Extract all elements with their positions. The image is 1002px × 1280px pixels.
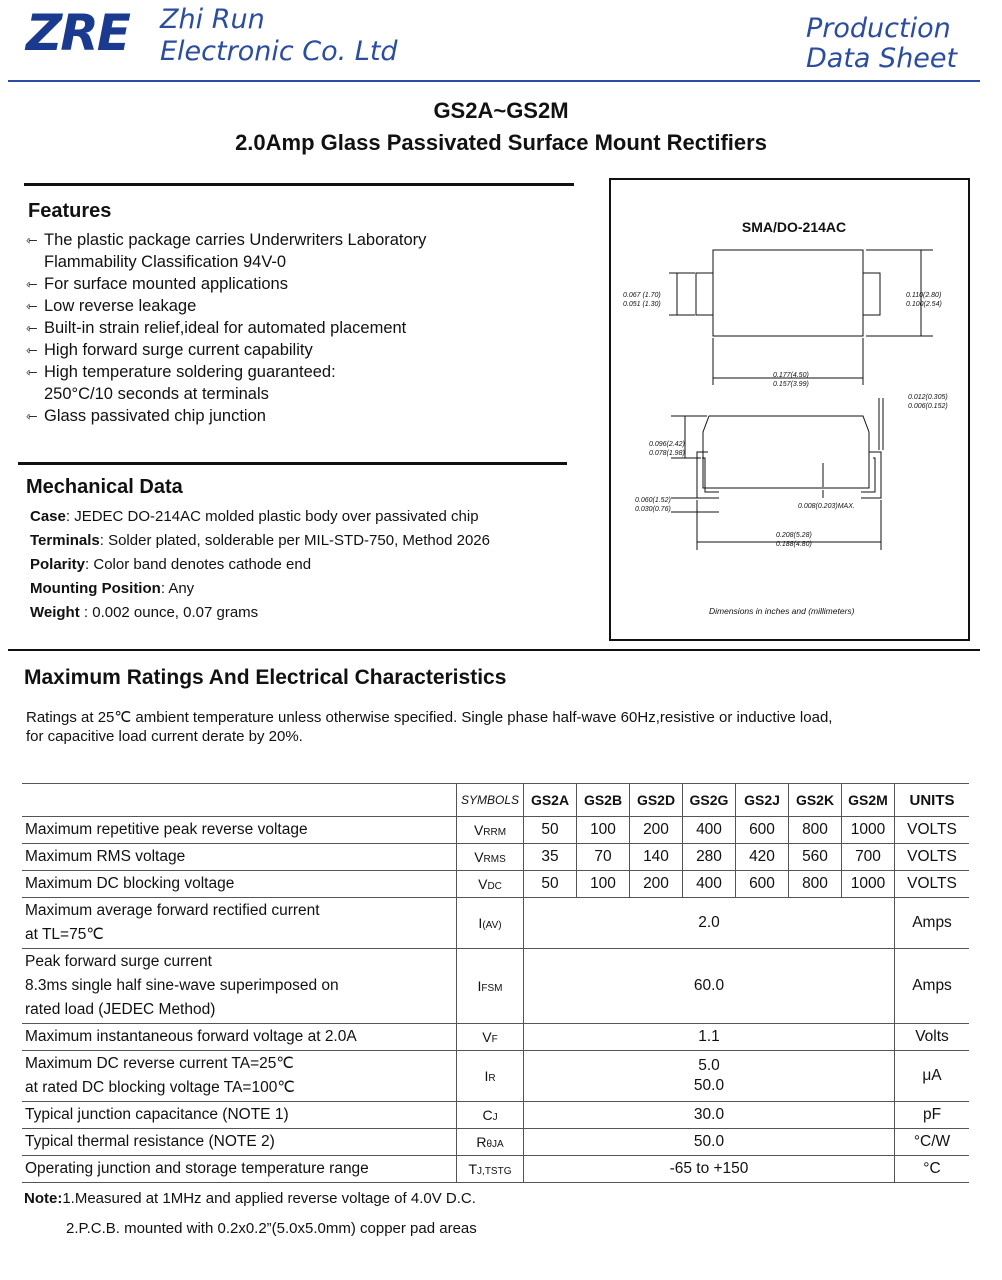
mechanical-row-label: Polarity	[30, 556, 86, 573]
row-symbol-sub: RRM	[483, 827, 507, 838]
row-value: 100	[577, 817, 630, 844]
header-part-gs2a: GS2A	[524, 784, 577, 817]
mechanical-row	[30, 602, 590, 626]
mechanical-row-sep: :	[85, 556, 90, 573]
bullet-arrow-icon: ⇽	[26, 320, 38, 336]
row-unit: °C/W	[895, 1129, 970, 1156]
feature-item	[26, 229, 586, 273]
feature-item-text: The plastic package carries Underwriters Laboratory	[44, 231, 427, 249]
bullet-arrow-icon: ⇽	[26, 298, 38, 314]
mechanical-row-text: Solder plated, solderable per MIL-STD-750, Method 2026	[103, 532, 490, 549]
row-symbol-main: I	[478, 915, 483, 931]
bullet-arrow-icon: ⇽	[26, 342, 38, 358]
table-row	[22, 1129, 969, 1156]
row-description	[22, 1129, 457, 1156]
package-name: SMA/DO-214AC	[741, 219, 847, 235]
lead-right-top-view	[863, 273, 880, 315]
feature-item-text: Glass passivated chip junction	[44, 407, 266, 425]
row-unit: VOLTS	[895, 871, 970, 898]
dim-c-bottom: 0.157(3.99)	[773, 381, 809, 388]
company-name-line2: Electronic Co. Ltd	[160, 36, 398, 67]
doc-type	[806, 14, 957, 74]
lead-left-top-view	[696, 273, 713, 315]
row-value: 60.0	[524, 949, 895, 1024]
note-1	[24, 1184, 477, 1214]
dimensions-caption: Dimensions in inches and (millimeters)	[709, 606, 855, 616]
row-value: 50	[524, 871, 577, 898]
dim-g: 0.008(0.203)MAX.	[798, 503, 855, 510]
row-description	[22, 898, 457, 949]
row-symbol-sub: R	[488, 1073, 496, 1084]
package-body-side-view	[703, 416, 869, 488]
package-body-top-view	[713, 250, 863, 336]
ratings-desc-part-a: Ratings at 25℃ ambient temperature unless otherwise specified.	[26, 709, 458, 726]
row-value-line: 50.0	[693, 1077, 725, 1094]
row-value: 1000	[842, 871, 895, 898]
feature-item-text: Low reverse leakage	[44, 297, 197, 315]
dim-h-top: 0.208(5.28)	[776, 532, 812, 539]
table-row	[22, 1156, 969, 1183]
mechanical-row-label: Case	[30, 508, 66, 525]
row-unit: Amps	[895, 898, 970, 949]
feature-item	[26, 405, 586, 427]
features-list	[26, 229, 586, 427]
row-value: 1000	[842, 817, 895, 844]
row-symbol	[457, 1024, 524, 1051]
table-row	[22, 871, 969, 898]
feature-item-text: Built-in strain relief,ideal for automated placement	[44, 319, 407, 337]
row-description-line: Maximum RMS voltage	[25, 848, 186, 865]
header-part-gs2b: GS2B	[577, 784, 630, 817]
row-symbol-sub: FSM	[481, 983, 503, 994]
row-value: 800	[789, 817, 842, 844]
row-value: 2.0	[524, 898, 895, 949]
mechanical-heading: Mechanical Data	[26, 476, 183, 498]
row-unit: VOLTS	[895, 844, 970, 871]
bullet-arrow-icon: ⇽	[26, 364, 38, 380]
row-symbol	[457, 871, 524, 898]
ratings-desc-line1	[26, 708, 832, 727]
row-value: 400	[683, 871, 736, 898]
row-value: 35	[524, 844, 577, 871]
row-value: 600	[736, 871, 789, 898]
table-row	[22, 1102, 969, 1129]
row-description-line: Typical junction capacitance (NOTE 1)	[25, 1106, 289, 1123]
row-description-line: Maximum instantaneous forward voltage at 2.0A	[25, 1028, 357, 1045]
mechanical-data	[30, 506, 590, 626]
header-part-gs2j: GS2J	[736, 784, 789, 817]
mechanical-row-sep: :	[99, 532, 104, 549]
mechanical-row-text: Color band denotes cathode end	[89, 556, 312, 573]
row-symbol-main: V	[478, 876, 488, 892]
feature-item-text: High temperature soldering guaranteed:	[44, 363, 336, 381]
row-value: 50.0	[524, 1129, 895, 1156]
package-outline-drawing	[611, 180, 968, 639]
row-description	[22, 949, 457, 1024]
row-description-line: 8.3ms single half sine-wave superimposed on	[25, 977, 339, 994]
header-part-gs2k: GS2K	[789, 784, 842, 817]
row-value: 1.1	[524, 1024, 895, 1051]
row-symbol-sub: RMS	[483, 854, 506, 865]
row-symbol	[457, 844, 524, 871]
feature-item	[26, 295, 586, 317]
bullet-arrow-icon: ⇽	[26, 408, 38, 424]
ratings-table	[22, 783, 969, 1183]
row-description-line: Maximum average forward rectified current	[25, 902, 320, 919]
row-description-line: Operating junction and storage temperature range	[25, 1160, 369, 1177]
row-description-line: Maximum repetitive peak reverse voltage	[25, 821, 308, 838]
notes	[24, 1184, 477, 1244]
header-part-gs2d: GS2D	[630, 784, 683, 817]
row-description-line: at TL=75℃	[25, 926, 104, 943]
dim-d-bottom: 0.006(0.152)	[908, 403, 948, 410]
row-description	[22, 817, 457, 844]
row-description	[22, 844, 457, 871]
company-name-line1: Zhi Run	[160, 4, 265, 35]
row-value: 100	[577, 871, 630, 898]
feature-item	[26, 361, 586, 405]
mechanical-row-label: Weight	[30, 604, 80, 621]
ratings-desc-part-b: Single phase half-wave 60Hz,resistive or inductive load,	[461, 709, 833, 726]
row-value: 560	[789, 844, 842, 871]
row-description-line: rated load (JEDEC Method)	[25, 1001, 216, 1018]
row-description-line: Maximum DC reverse current TA=25℃	[25, 1055, 294, 1072]
row-symbol-sub: (AV)	[482, 920, 502, 931]
row-value: -65 to +150	[524, 1156, 895, 1183]
mechanical-row-sep: :	[65, 508, 71, 525]
mechanical-row-label: Mounting Position	[30, 580, 161, 597]
dim-f-bottom: 0.030(0.76)	[635, 506, 671, 513]
dim-d-top: 0.012(0.305)	[908, 394, 948, 401]
ratings-rule	[8, 649, 980, 651]
row-value	[524, 1051, 895, 1102]
row-symbol	[457, 949, 524, 1024]
row-symbol	[457, 1051, 524, 1102]
row-value: 700	[842, 844, 895, 871]
header-rule	[8, 80, 980, 82]
row-symbol-sub: DC	[487, 881, 502, 892]
row-value: 140	[630, 844, 683, 871]
dim-c-top: 0.177(4.50)	[773, 372, 809, 379]
row-value: 70	[577, 844, 630, 871]
row-symbol-main: T	[468, 1161, 478, 1177]
company-name	[160, 4, 398, 68]
row-description	[22, 1102, 457, 1129]
row-description-line: at rated DC blocking voltage TA=100℃	[25, 1079, 295, 1096]
row-symbol-sub: J	[492, 1112, 498, 1123]
row-unit: °C	[895, 1156, 970, 1183]
row-value: 30.0	[524, 1102, 895, 1129]
mechanical-row-sep: :	[79, 604, 89, 621]
dim-a-bottom: 0.051 (1.30)	[623, 301, 661, 308]
feature-item	[26, 273, 586, 295]
row-value: 420	[736, 844, 789, 871]
row-symbol-main: R	[476, 1134, 487, 1150]
row-symbol-sub: θJA	[486, 1139, 504, 1150]
table-row	[22, 898, 969, 949]
table-row	[22, 949, 969, 1024]
row-value: 280	[683, 844, 736, 871]
note-1-text: 1.Measured at 1MHz and applied reverse voltage of 4.0V D.C.	[62, 1190, 476, 1207]
dim-f-top: 0.060(1.52)	[635, 497, 671, 504]
row-unit: μA	[895, 1051, 970, 1102]
feature-item-text: For surface mounted applications	[44, 275, 288, 293]
lead-left-side-view	[697, 452, 719, 498]
features-rule	[24, 183, 574, 186]
dim-a-top: 0.067 (1.70)	[623, 292, 661, 299]
row-value: 50	[524, 817, 577, 844]
table-row	[22, 844, 969, 871]
company-logo: ZRE	[26, 4, 129, 62]
doc-type-line2: Data Sheet	[806, 43, 958, 74]
mechanical-rule	[18, 462, 567, 465]
dim-h-bottom: 0.188(4.80)	[776, 541, 812, 548]
mechanical-row	[30, 530, 590, 554]
header-part-gs2g: GS2G	[683, 784, 736, 817]
mechanical-row-sep: :	[160, 580, 165, 597]
ratings-desc-line2: for capacitive load current derate by 20%.	[26, 728, 303, 745]
dim-e-bottom: 0.078(1.98)	[649, 450, 685, 457]
row-value-line: 5.0	[698, 1057, 720, 1074]
feature-item-text: 250°C/10 seconds at terminals	[44, 385, 269, 403]
note-label: Note:	[24, 1190, 63, 1207]
row-description	[22, 1156, 457, 1183]
row-symbol-main: V	[473, 822, 484, 838]
table-row	[22, 1051, 969, 1102]
dim-b-top: 0.110(2.80)	[906, 292, 942, 299]
package-diagram	[609, 178, 970, 641]
mechanical-row	[30, 554, 590, 578]
row-unit: Volts	[895, 1024, 970, 1051]
feature-item	[26, 339, 586, 361]
dim-e-top: 0.096(2.42)	[649, 441, 685, 448]
row-description	[22, 1024, 457, 1051]
row-description-line: Typical thermal resistance (NOTE 2)	[25, 1133, 275, 1150]
row-symbol	[457, 817, 524, 844]
row-value: 600	[736, 817, 789, 844]
bullet-arrow-icon: ⇽	[26, 276, 38, 292]
row-symbol	[457, 1156, 524, 1183]
bullet-arrow-icon: ⇽	[26, 232, 38, 248]
row-symbol-sub: F	[491, 1034, 498, 1045]
mechanical-row-text: Any	[164, 580, 195, 597]
row-description	[22, 871, 457, 898]
header-description-cell	[22, 784, 457, 817]
row-symbol-main: I	[484, 1068, 489, 1084]
row-value: 200	[630, 817, 683, 844]
dim-b-bottom: 0.100(2.54)	[906, 301, 942, 308]
page-title: GS2A~GS2M	[433, 98, 569, 123]
doc-type-line1: Production	[806, 13, 951, 44]
row-symbol-main: C	[482, 1107, 493, 1123]
table-row	[22, 817, 969, 844]
mechanical-row-text: 0.002 ounce, 0.07 grams	[88, 604, 259, 621]
lead-right-side-view	[861, 452, 881, 498]
features-heading: Features	[28, 200, 112, 222]
feature-item	[26, 317, 586, 339]
table-row	[22, 1024, 969, 1051]
row-description	[22, 1051, 457, 1102]
page-subtitle: 2.0Amp Glass Passivated Surface Mount Rectifiers	[235, 130, 767, 155]
row-value: 800	[789, 871, 842, 898]
row-symbol-main: V	[482, 1029, 492, 1045]
mechanical-row	[30, 506, 590, 530]
row-symbol	[457, 1102, 524, 1129]
note-2: 2.P.C.B. mounted with 0.2x0.2”(5.0x5.0mm) copper pad areas	[66, 1220, 477, 1237]
feature-item-text: Flammability Classification 94V-0	[44, 253, 287, 271]
ratings-description	[26, 708, 832, 746]
row-symbol	[457, 1129, 524, 1156]
row-symbol-main: I	[477, 978, 482, 994]
row-symbol-main: V	[474, 849, 484, 865]
row-value: 200	[630, 871, 683, 898]
row-symbol	[457, 898, 524, 949]
row-unit: VOLTS	[895, 817, 970, 844]
row-description-line: Maximum DC blocking voltage	[25, 875, 235, 892]
ratings-heading: Maximum Ratings And Electrical Characteristics	[24, 666, 507, 689]
row-unit: pF	[895, 1102, 970, 1129]
mechanical-row-text: JEDEC DO-214AC molded plastic body over passivated chip	[70, 508, 479, 525]
row-unit: Amps	[895, 949, 970, 1024]
row-description-line: Peak forward surge current	[25, 953, 212, 970]
mechanical-row	[30, 578, 590, 602]
header-symbols: SYMBOLS	[457, 784, 524, 817]
row-value: 400	[683, 817, 736, 844]
row-symbol-sub: J,TSTG	[477, 1166, 512, 1177]
header-part-gs2m: GS2M	[842, 784, 895, 817]
mechanical-row-label: Terminals	[30, 532, 100, 549]
header-units: UNITS	[895, 784, 970, 817]
table-header-row	[22, 784, 969, 817]
feature-item-text: High forward surge current capability	[44, 341, 313, 359]
